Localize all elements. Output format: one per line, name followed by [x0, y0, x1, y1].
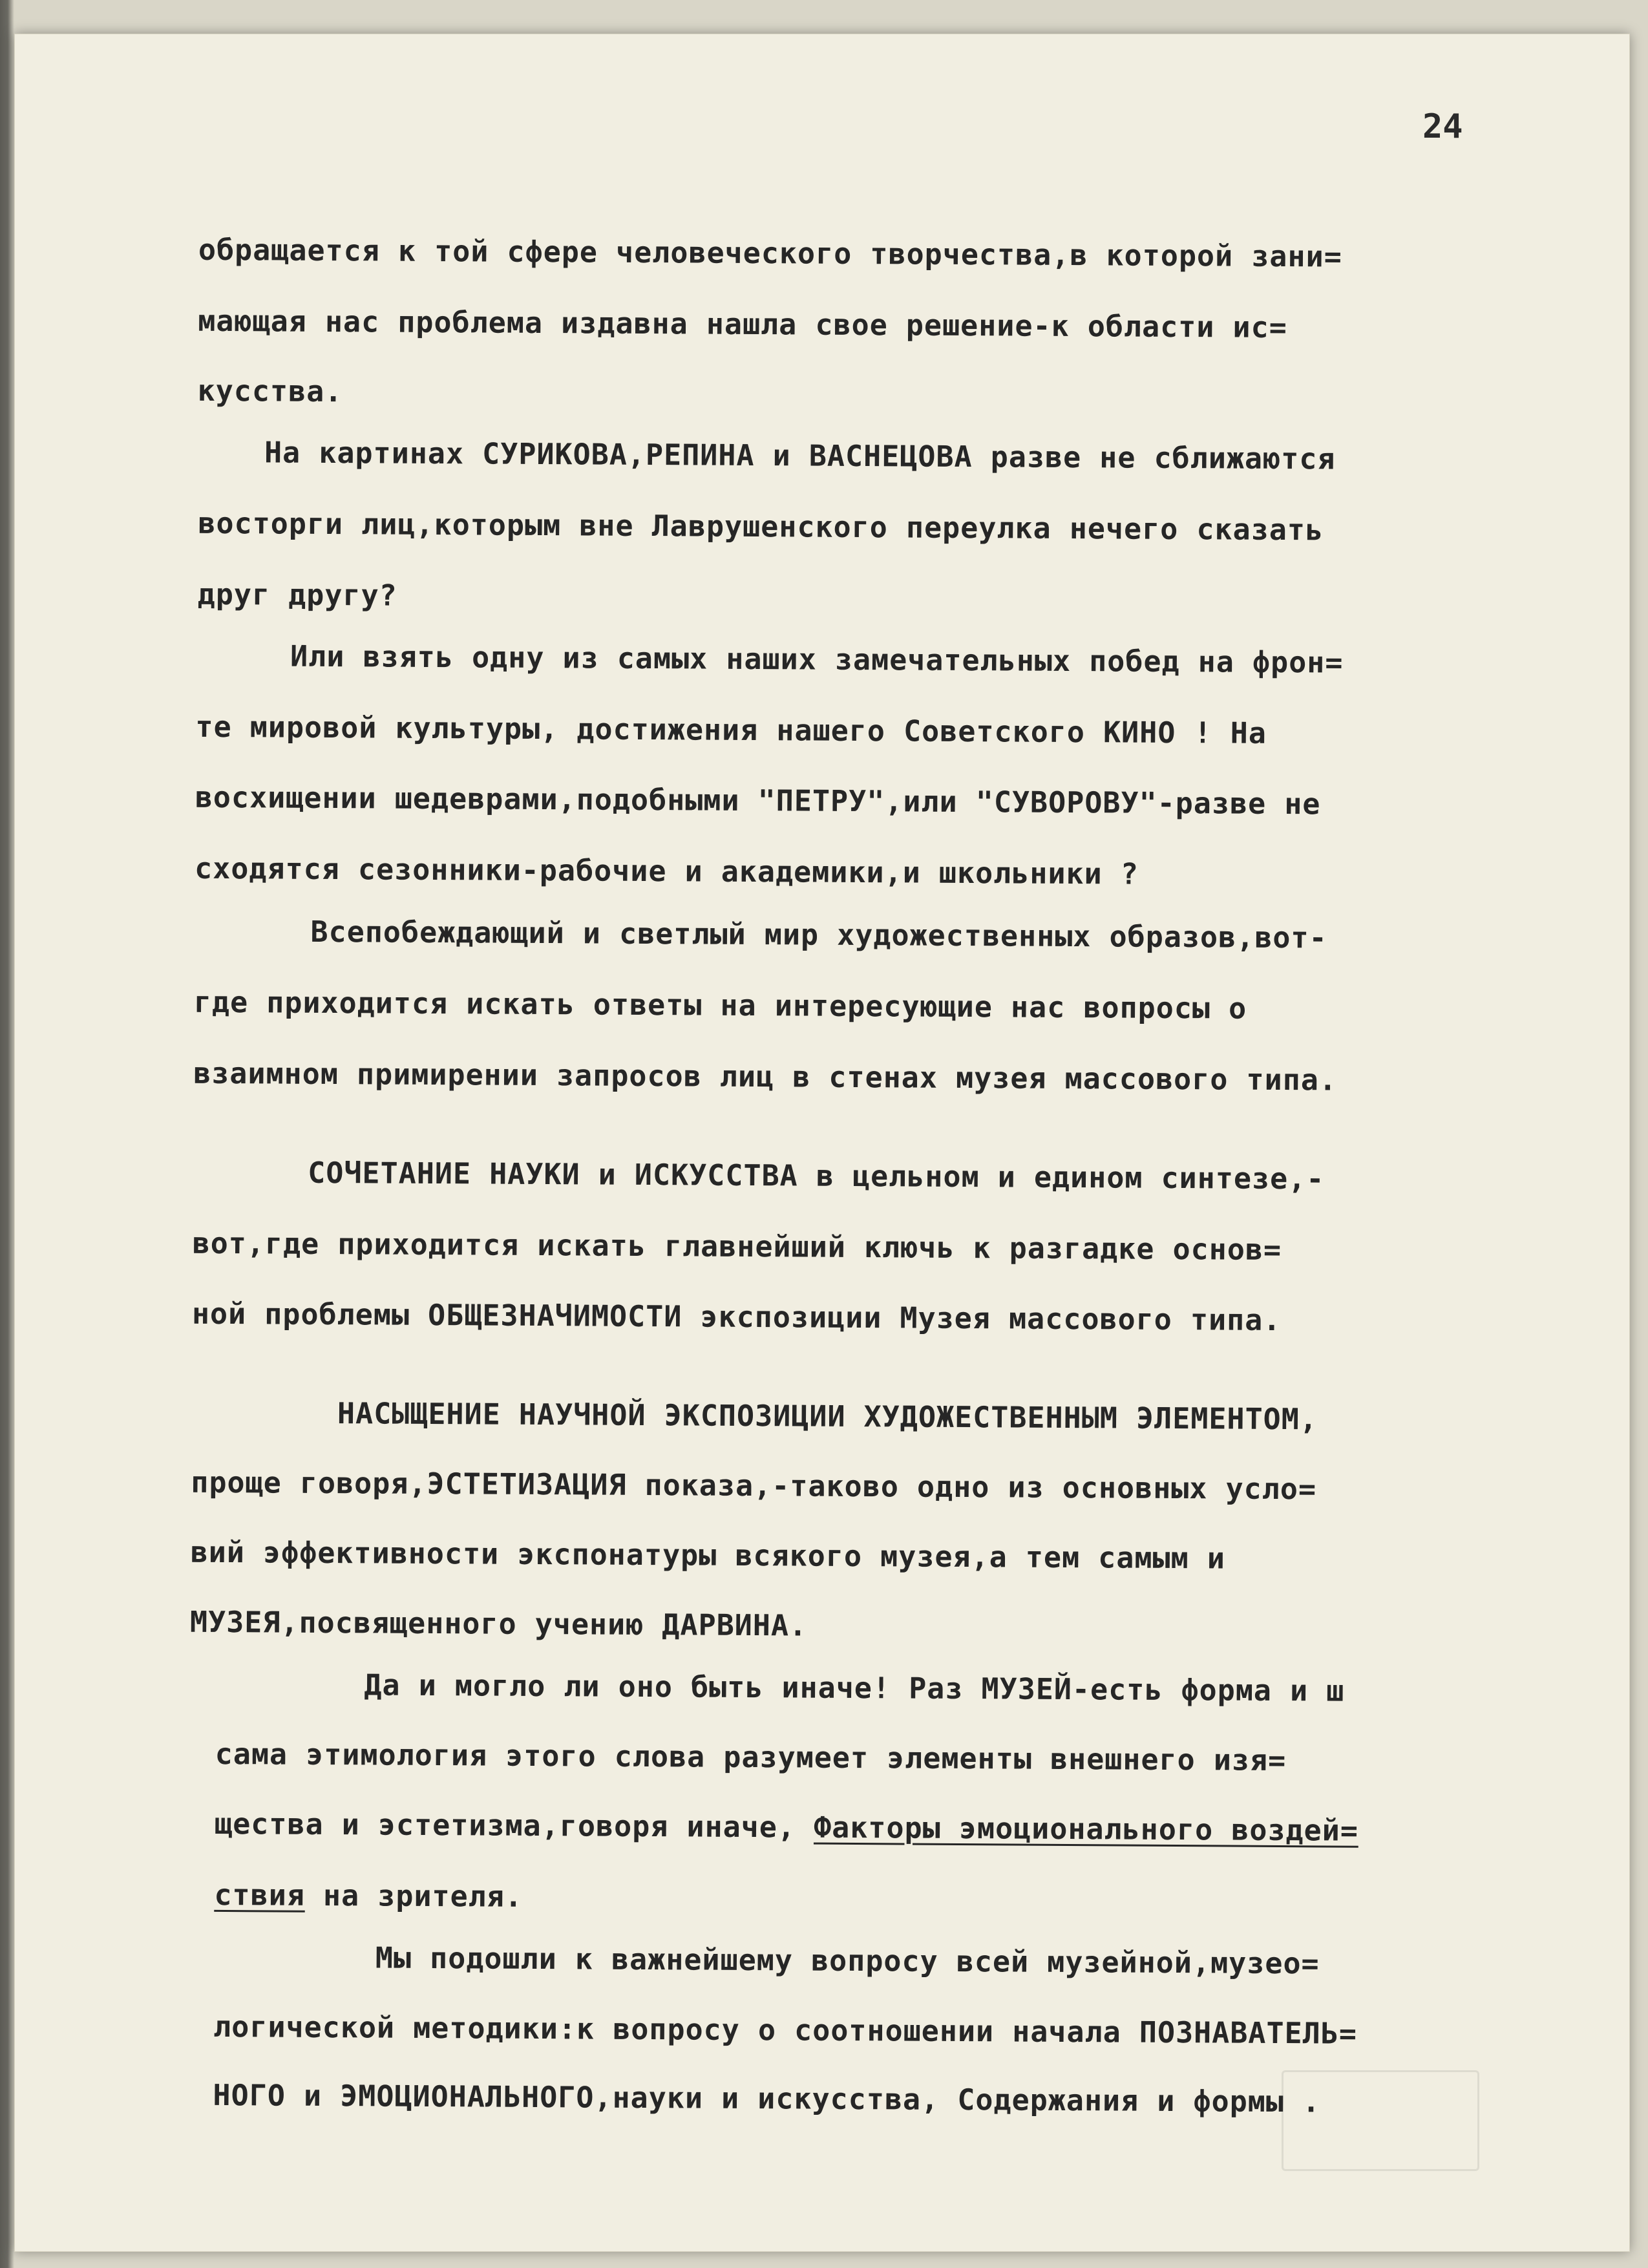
text-line: взаимном примирении запросов лиц в стенах музея массового типа. [193, 1055, 1338, 1097]
text-line: НОГО и ЭМОЦИОНАЛЬНОГО,науки и искусства, Содержания и формы . [213, 2077, 1321, 2119]
text-line: проще говоря,ЭСТЕТИЗАЦИЯ показа,-таково одно из основных усло= [191, 1465, 1317, 1507]
text-fragment: щества и эстетизма,говоря иначе, [214, 1806, 796, 1845]
underlined-phrase: Факторы эмоционального воздей= [813, 1810, 1359, 1848]
text-fragment: на зрителя. [304, 1878, 523, 1914]
text-line: восхищении шедеврами,подобными "ПЕТРУ",или "СУВОРОВУ"-разве не [195, 779, 1321, 821]
page-number: 24 [1422, 107, 1463, 146]
text-line: восторги лиц,которым вне Лаврушенского переулка нечего сказать [198, 505, 1324, 547]
text-line: ной проблемы ОБЩЕЗНАЧИМОСТИ экспозиции Музея массового типа. [191, 1296, 1282, 1338]
text-line: вот,где приходится искать главнейший ключь к разгадке основ= [192, 1225, 1282, 1267]
text-line: мающая нас проблема издавна нашла свое решение-к области ис= [198, 303, 1287, 345]
text-line: Да и могло ли оно быть иначе! Раз МУЗЕЙ-есть форма и ш [364, 1668, 1345, 1708]
text-line: Или взять одну из самых наших замечательных побед на фрон= [290, 639, 1344, 680]
text-line-with-underline [214, 1878, 523, 1914]
typewritten-page [14, 34, 1630, 2252]
text-line: Мы подошли к важнейшему вопросу всей музейной,музео= [375, 1940, 1320, 1981]
text-line: обращается к той сфере человеческого творчества,в которой зани= [198, 232, 1342, 274]
text-line: те мировой культуры, достижения нашего Советского КИНО ! На [195, 709, 1267, 750]
text-line: МУЗЕЯ,посвященного учению ДАРВИНА. [189, 1604, 808, 1643]
text-line: сама этимология этого слова разумеет элементы внешнего изя= [215, 1736, 1287, 1778]
text-line: НАСЫЩЕНИЕ НАУЧНОЙ ЭКСПОЗИЦИИ ХУДОЖЕСТВЕННЫМ ЭЛЕМЕНТОМ, [337, 1396, 1318, 1437]
text-line: логической методики:к вопросу о соотношении начала ПОЗНАВАТЕЛЬ= [213, 2009, 1358, 2051]
text-line: где приходится искать ответы на интересующие нас вопросы о [193, 984, 1247, 1026]
text-line: вий эффективности экспонатуры всякого музея,а тем самым и [190, 1534, 1226, 1576]
text-line: сходятся сезонники-рабочие и академики,и школьники ? [194, 851, 1139, 891]
text-line: друг другу? [197, 577, 397, 613]
text-line: На картинах СУРИКОВА,РЕПИНА и ВАСНЕЦОВА разве не сближаются [264, 435, 1336, 476]
text-line: Всепобеждающий и светлый мир художественных образов,вот- [310, 914, 1327, 955]
underlined-phrase: ствия [214, 1877, 306, 1913]
text-line: СОЧЕТАНИЕ НАУКИ и ИСКУССТВА в цельном и едином синтезе,- [308, 1155, 1325, 1196]
faint-stamp [1282, 2070, 1479, 2171]
text-line-with-underline [215, 1807, 1358, 1848]
text-line: кусства. [197, 373, 343, 409]
